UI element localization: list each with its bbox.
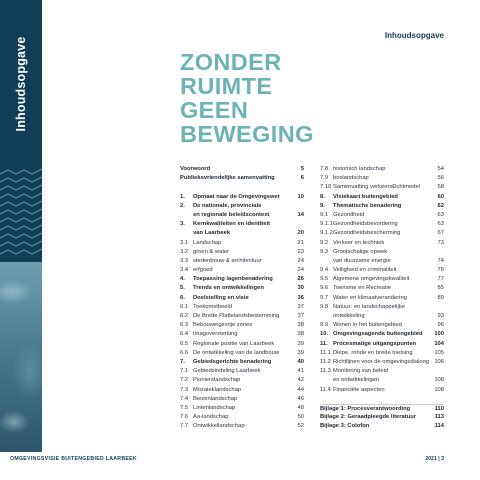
toc-entry-number: 6.4 [180, 331, 189, 338]
toc-entry-page: 89 [437, 294, 444, 301]
toc-entry[interactable] [180, 220, 304, 229]
toc-entry[interactable] [180, 275, 304, 284]
toc-entry-number: 9.1.2 [320, 230, 333, 237]
toc-entry[interactable] [320, 202, 444, 211]
toc-entry-number: 9.9 [320, 322, 329, 329]
toc-entry-page: 114 [434, 423, 444, 430]
toc-spacer [180, 183, 304, 192]
toc-entry-number: 6.1 [180, 303, 189, 310]
toc-entry[interactable] [320, 422, 444, 431]
toc-entry[interactable] [320, 284, 444, 293]
toc-entry-number: 9.6 [320, 285, 329, 292]
toc-entry[interactable] [320, 340, 444, 349]
toc-entry[interactable] [320, 330, 444, 339]
toc-entry[interactable] [180, 239, 304, 248]
toc-entry-title: Bijlage 3: Colofon [320, 423, 370, 430]
toc-entry-page: 106 [434, 358, 444, 365]
aerial-photo-strip [0, 262, 42, 452]
toc-entry-title: Wonen in het buitengebied [333, 322, 402, 329]
wave-line [0, 185, 42, 190]
toc-entry-page: 50 [297, 414, 304, 421]
toc-entry-number: 10. [320, 331, 329, 338]
page-footer [0, 452, 480, 480]
toc-entry[interactable] [180, 193, 304, 202]
toc-entry-page: 56 [437, 175, 444, 182]
toc-entry-title: Veiligheid en criminaliteit [333, 267, 397, 274]
wave-line [0, 225, 42, 230]
toc-entry-page: 6 [300, 175, 304, 182]
toc-entry-number: 9.8 [320, 303, 329, 310]
toc-entry-title: Monitoring van beleid [333, 368, 389, 375]
toc-entry-title: De Brede Plattelandsbestemming [193, 313, 280, 319]
wave-line [0, 233, 42, 238]
toc-entry[interactable] [320, 349, 444, 358]
toc-entry[interactable] [320, 174, 444, 183]
toc-entry-page: 40 [297, 358, 304, 365]
wave-line [0, 209, 42, 214]
toc-entry-title: Doelstelling en visie [193, 294, 249, 301]
toc-entry-page: 74 [437, 257, 444, 264]
toc-entry-title: erfgoed [193, 267, 213, 274]
toc-entry[interactable] [180, 165, 304, 174]
toc-entry-number: 7.5 [180, 404, 189, 411]
toc-entry-title: en ontwikkelingen [333, 377, 380, 384]
toc-entry-title: Gezondheid [333, 211, 365, 218]
toc-entry[interactable] [320, 229, 444, 238]
wave-line [0, 193, 42, 198]
toc-entry-page: 39 [297, 349, 304, 356]
toc-entry[interactable] [320, 367, 444, 376]
toc-entry-title: Ontwikkellandschap [193, 423, 245, 430]
toc-entry-page: 93 [437, 313, 444, 319]
toc-entry-number: 8. [320, 193, 325, 200]
toc-entry-number: 9.5 [320, 276, 329, 283]
toc-entry-title: Toekomstbeeld [193, 303, 232, 310]
toc-entry-page: 63 [437, 211, 444, 218]
toc-entry[interactable] [180, 395, 304, 404]
toc-entry-page: 23 [297, 248, 304, 255]
toc-entry-title: Samenvatting verkeersÐchtmodel [333, 184, 420, 191]
toc-entry-title: Gezondheidsbevordering [333, 221, 398, 228]
toc-entry-page: 24 [297, 257, 304, 264]
toc-entry[interactable] [320, 266, 444, 275]
toc-entry-page: 21 [297, 239, 304, 246]
toc-entry-title: Aa-landschap [193, 414, 229, 421]
section-header: Inhoudsopgave [384, 31, 444, 40]
toc-entry-number: 7.6 [180, 414, 189, 421]
toc-entry[interactable] [180, 211, 304, 220]
toc-entry-title: Algemene omgevingskwaliteit [333, 276, 410, 283]
title-line: BEWEGING [180, 121, 314, 147]
page-title [180, 50, 380, 146]
toc-entry[interactable] [180, 330, 304, 339]
toc-entry-page: 85 [437, 285, 444, 292]
toc-entry[interactable] [180, 321, 304, 330]
toc-entry[interactable] [320, 404, 444, 413]
toc-entry-page: 26 [297, 276, 304, 283]
sidebar-label: Inhoudsopgave [14, 36, 28, 132]
toc-entry-number: 2. [180, 202, 185, 209]
wave-pattern-graphic [0, 168, 42, 264]
toc-entry-title: Thematische benadering [333, 202, 402, 209]
wave-line [0, 241, 42, 246]
toc-entry-number: 3.4 [180, 267, 189, 274]
toc-entry-number: 7.10 [320, 184, 332, 191]
toc-entry-number: 11.2 [320, 358, 331, 365]
toc-entry-title: historisch landschap [333, 166, 386, 172]
toc-entry[interactable] [180, 248, 304, 257]
toc-entry-title: Procesmatige uitgangspunten [333, 340, 417, 347]
toc-entry[interactable] [320, 275, 444, 284]
toc-entry-page: 105 [434, 349, 444, 356]
toc-entry[interactable] [320, 248, 444, 257]
toc-column-right [320, 165, 444, 431]
toc-entry-page: 77 [437, 276, 444, 283]
toc-entry-title: Trends en ontwikkelingen [193, 285, 264, 292]
toc-entry-page: 46 [297, 395, 304, 402]
sidebar-band [0, 0, 42, 452]
toc-entry-number: 11. [320, 340, 328, 347]
toc-column-left [180, 165, 304, 431]
toc-entry-title: Water en klimaatverandering [333, 294, 407, 301]
toc-entry-title: Bijlage 2: Geraadpleegde literatuur [320, 414, 416, 421]
toc-entry-title: ontwikkeling [333, 313, 365, 319]
title-line: RUIMTE [180, 73, 273, 99]
toc-entry-title: en regionale beleidscontext [193, 211, 270, 218]
toc-entry[interactable] [180, 367, 304, 376]
toc-entry[interactable] [320, 183, 444, 192]
wave-line [0, 217, 42, 222]
toc-entry-page: 5 [300, 166, 304, 172]
toc-entry[interactable] [180, 358, 304, 367]
toc-entry-number: 5. [180, 285, 185, 292]
toc-entry[interactable] [180, 303, 304, 312]
toc-entry-number: 6.6 [180, 349, 189, 356]
toc-entry-number: 6.3 [180, 322, 189, 329]
toc-entry-number: 1. [180, 193, 185, 200]
toc-entry[interactable] [320, 193, 444, 202]
toc-entry-number: 9.1 [320, 211, 329, 218]
toc-entry-title: Imagoversterking [193, 331, 238, 338]
toc-entry-title: Toerisme en Recreatie [333, 285, 391, 292]
toc-entry-page: 63 [437, 221, 444, 228]
toc-entry-number: 6.5 [180, 340, 189, 347]
toc-entry[interactable] [180, 202, 304, 211]
toc-entry-number: 3.3 [180, 257, 189, 264]
toc-entry[interactable] [320, 257, 444, 266]
toc-entry-title: van Laarbeek [193, 230, 231, 237]
toc-entry-title: Lintenlandschap [193, 404, 236, 411]
toc-entry-page: 37 [297, 303, 304, 310]
toc-entry-number: 7.2 [180, 377, 189, 384]
toc-entry-number: 9.3 [320, 248, 329, 255]
wave-line [0, 169, 42, 174]
toc-entry[interactable] [320, 312, 444, 321]
toc-entry-page: 96 [437, 322, 444, 329]
toc-entry[interactable] [320, 321, 444, 330]
toc-entry-number: 9.7 [320, 294, 329, 301]
toc-entry-title: Natuur- en landschappelijke [333, 303, 405, 310]
toc-entry-title: Richtlijnen voor de omgevingsdialoog [333, 358, 430, 365]
toc-entry-page: 44 [297, 386, 304, 393]
toc-entry[interactable] [180, 404, 304, 413]
toc-entry[interactable] [320, 220, 444, 229]
toc-entry-title: Visiekaart buitengebied [333, 193, 398, 200]
toc-entry[interactable] [320, 358, 444, 367]
toc-entry-title: Biezenlandschap [193, 395, 238, 402]
toc-entry[interactable] [320, 376, 444, 385]
toc-entry[interactable] [320, 294, 444, 303]
toc-entry-title: Bebouwingsvrije zones [193, 322, 253, 329]
toc-entry-title: Bijlage 1: Procesverantwoording [320, 405, 411, 412]
footer-page-number: 2021 | 3 [425, 456, 444, 462]
toc-entry[interactable] [180, 312, 304, 321]
toc-entry[interactable] [320, 386, 444, 395]
toc-entry-title: boslandschap [333, 175, 369, 182]
toc-entry-page: 113 [434, 414, 444, 421]
toc-entry[interactable] [180, 229, 304, 238]
toc-entry-number: 7.8 [320, 166, 329, 172]
toc-entry-page: 73 [437, 239, 444, 246]
toc-entry-page: 39 [297, 340, 304, 347]
toc-entry-page: 14 [297, 211, 304, 218]
toc-entry-title: Financiële aspecten [333, 386, 385, 393]
toc-entry-page: 54 [437, 166, 444, 172]
toc-entry-title: Gebiedsindeling Laarbeek [193, 368, 261, 375]
toc-entry-page: 58 [437, 184, 444, 191]
toc-entry-page: 38 [297, 331, 304, 338]
toc-entry-title: Pionierslandschap [193, 377, 241, 384]
toc-entry-title: Landschap [193, 239, 222, 246]
toc-entry-number: 11.3 [320, 368, 331, 375]
toc-entry-title: Regionale positie van Laarbeek [193, 340, 275, 347]
toc-entry-title: Diepe, ronde en brede toetsing [333, 349, 413, 356]
wave-line [0, 201, 42, 206]
toc-entry-title: Verkeer en techniek [333, 239, 385, 246]
toc-entry[interactable] [180, 284, 304, 293]
toc-entry-number: 3.2 [180, 248, 189, 255]
toc-entry[interactable] [180, 174, 304, 183]
toc-entry-number: 11.4 [320, 386, 331, 393]
toc-entry-title: Gebiedsgerichte benadering [193, 358, 272, 365]
toc-entry-title: Voorwoord [180, 166, 211, 172]
toc-entry[interactable] [320, 303, 444, 312]
toc-entry[interactable] [180, 340, 304, 349]
toc-entry-number: 9.1.1 [320, 221, 333, 228]
footer-document-title: OMGEVINGSVISIE BUITENGEBIED LAARBEEK [10, 456, 137, 462]
toc-entry-title: Publieksvriendelijke samenvatting [180, 175, 275, 182]
toc-entry-page: 76 [437, 267, 444, 274]
toc-entry[interactable] [180, 266, 304, 275]
toc-entry-page: 36 [297, 294, 304, 301]
toc-entry-page: 10 [297, 193, 304, 200]
toc-entry[interactable] [180, 386, 304, 395]
toc-entry-title: Opmaat naar de Omgevingswet [193, 193, 280, 200]
toc-entry-title: groen & water [193, 248, 230, 255]
toc-entry-page: 48 [297, 404, 304, 411]
toc-entry-page: 108 [434, 386, 444, 393]
toc-entry-page: 30 [297, 285, 304, 292]
toc-entry-page: 38 [297, 322, 304, 329]
toc-entry[interactable] [180, 349, 304, 358]
toc-entry-number: 4. [180, 276, 185, 283]
toc-entry-page: 41 [297, 368, 304, 375]
toc-entry-number: 6.2 [180, 313, 189, 319]
toc-entry-page: 100 [434, 331, 444, 338]
toc-entry-number: 3. [180, 221, 185, 228]
toc-entry-title: De nationale, provinciale [193, 202, 262, 209]
toc-entry-title: Grootschalige opwek [333, 248, 388, 255]
toc-entry-title: Omgevingsagenda buitengebied [333, 331, 423, 338]
toc-entry-page: 52 [297, 423, 304, 430]
toc-entry-title: Kernkwaliteiten en identiteit [193, 221, 270, 228]
toc-entry[interactable] [320, 413, 444, 422]
title-line: ZONDER [180, 49, 282, 75]
toc-entry-number: 9.2 [320, 239, 329, 246]
toc-entry[interactable] [180, 413, 304, 422]
toc-entry-page: 24 [297, 267, 304, 274]
toc-entry-number: 7.3 [180, 386, 189, 393]
toc-entry[interactable] [320, 165, 444, 174]
toc-entry-page: 37 [297, 313, 304, 319]
toc-entry-page: 110 [434, 405, 444, 412]
toc-entry[interactable] [320, 211, 444, 220]
toc-entry[interactable] [180, 376, 304, 385]
toc-spacer [320, 395, 444, 404]
toc-entry-number: 7. [180, 358, 185, 365]
toc-entry-page: 20 [297, 230, 304, 237]
toc-entry-number: 9.4 [320, 267, 329, 274]
toc-entry-number: 11.1 [320, 349, 331, 356]
toc-entry-page: 67 [437, 230, 444, 237]
toc-entry-title: De ontwikkeling van de landbouw [193, 349, 280, 356]
toc-entry-number: 7.7 [180, 423, 189, 430]
wave-line [0, 177, 42, 182]
toc-entry[interactable] [180, 294, 304, 303]
toc-entry-number: 9. [320, 202, 325, 209]
toc-entry-number: 6. [180, 294, 185, 301]
title-line: GEEN [180, 97, 249, 123]
toc-entry-number: 3.1 [180, 239, 189, 246]
toc-entry-page: 62 [437, 202, 444, 209]
toc-entry-title: stedenbouw & architectuur [193, 257, 262, 264]
toc-entry-title: Mozaieklandschap [193, 386, 242, 393]
wave-line [0, 249, 42, 254]
toc-entry-page: 42 [297, 377, 304, 384]
toc-entry[interactable] [320, 239, 444, 248]
toc-entry-page: 108 [434, 377, 444, 384]
toc-entry[interactable] [180, 422, 304, 431]
toc-entry-number: 7.9 [320, 175, 329, 182]
toc-entry[interactable] [180, 257, 304, 266]
toc-entry-page: 60 [437, 193, 444, 200]
toc-entry-title: Toepassing lagenbenadering [193, 276, 273, 283]
toc-entry-page: 104 [434, 340, 444, 347]
toc-entry-number: 7.4 [180, 395, 189, 402]
toc-entry-number: 7.1 [180, 368, 189, 375]
toc-entry-title: van duurzame energie [333, 257, 391, 264]
toc-entry-title: Gezondheidsbescherming [333, 230, 401, 237]
